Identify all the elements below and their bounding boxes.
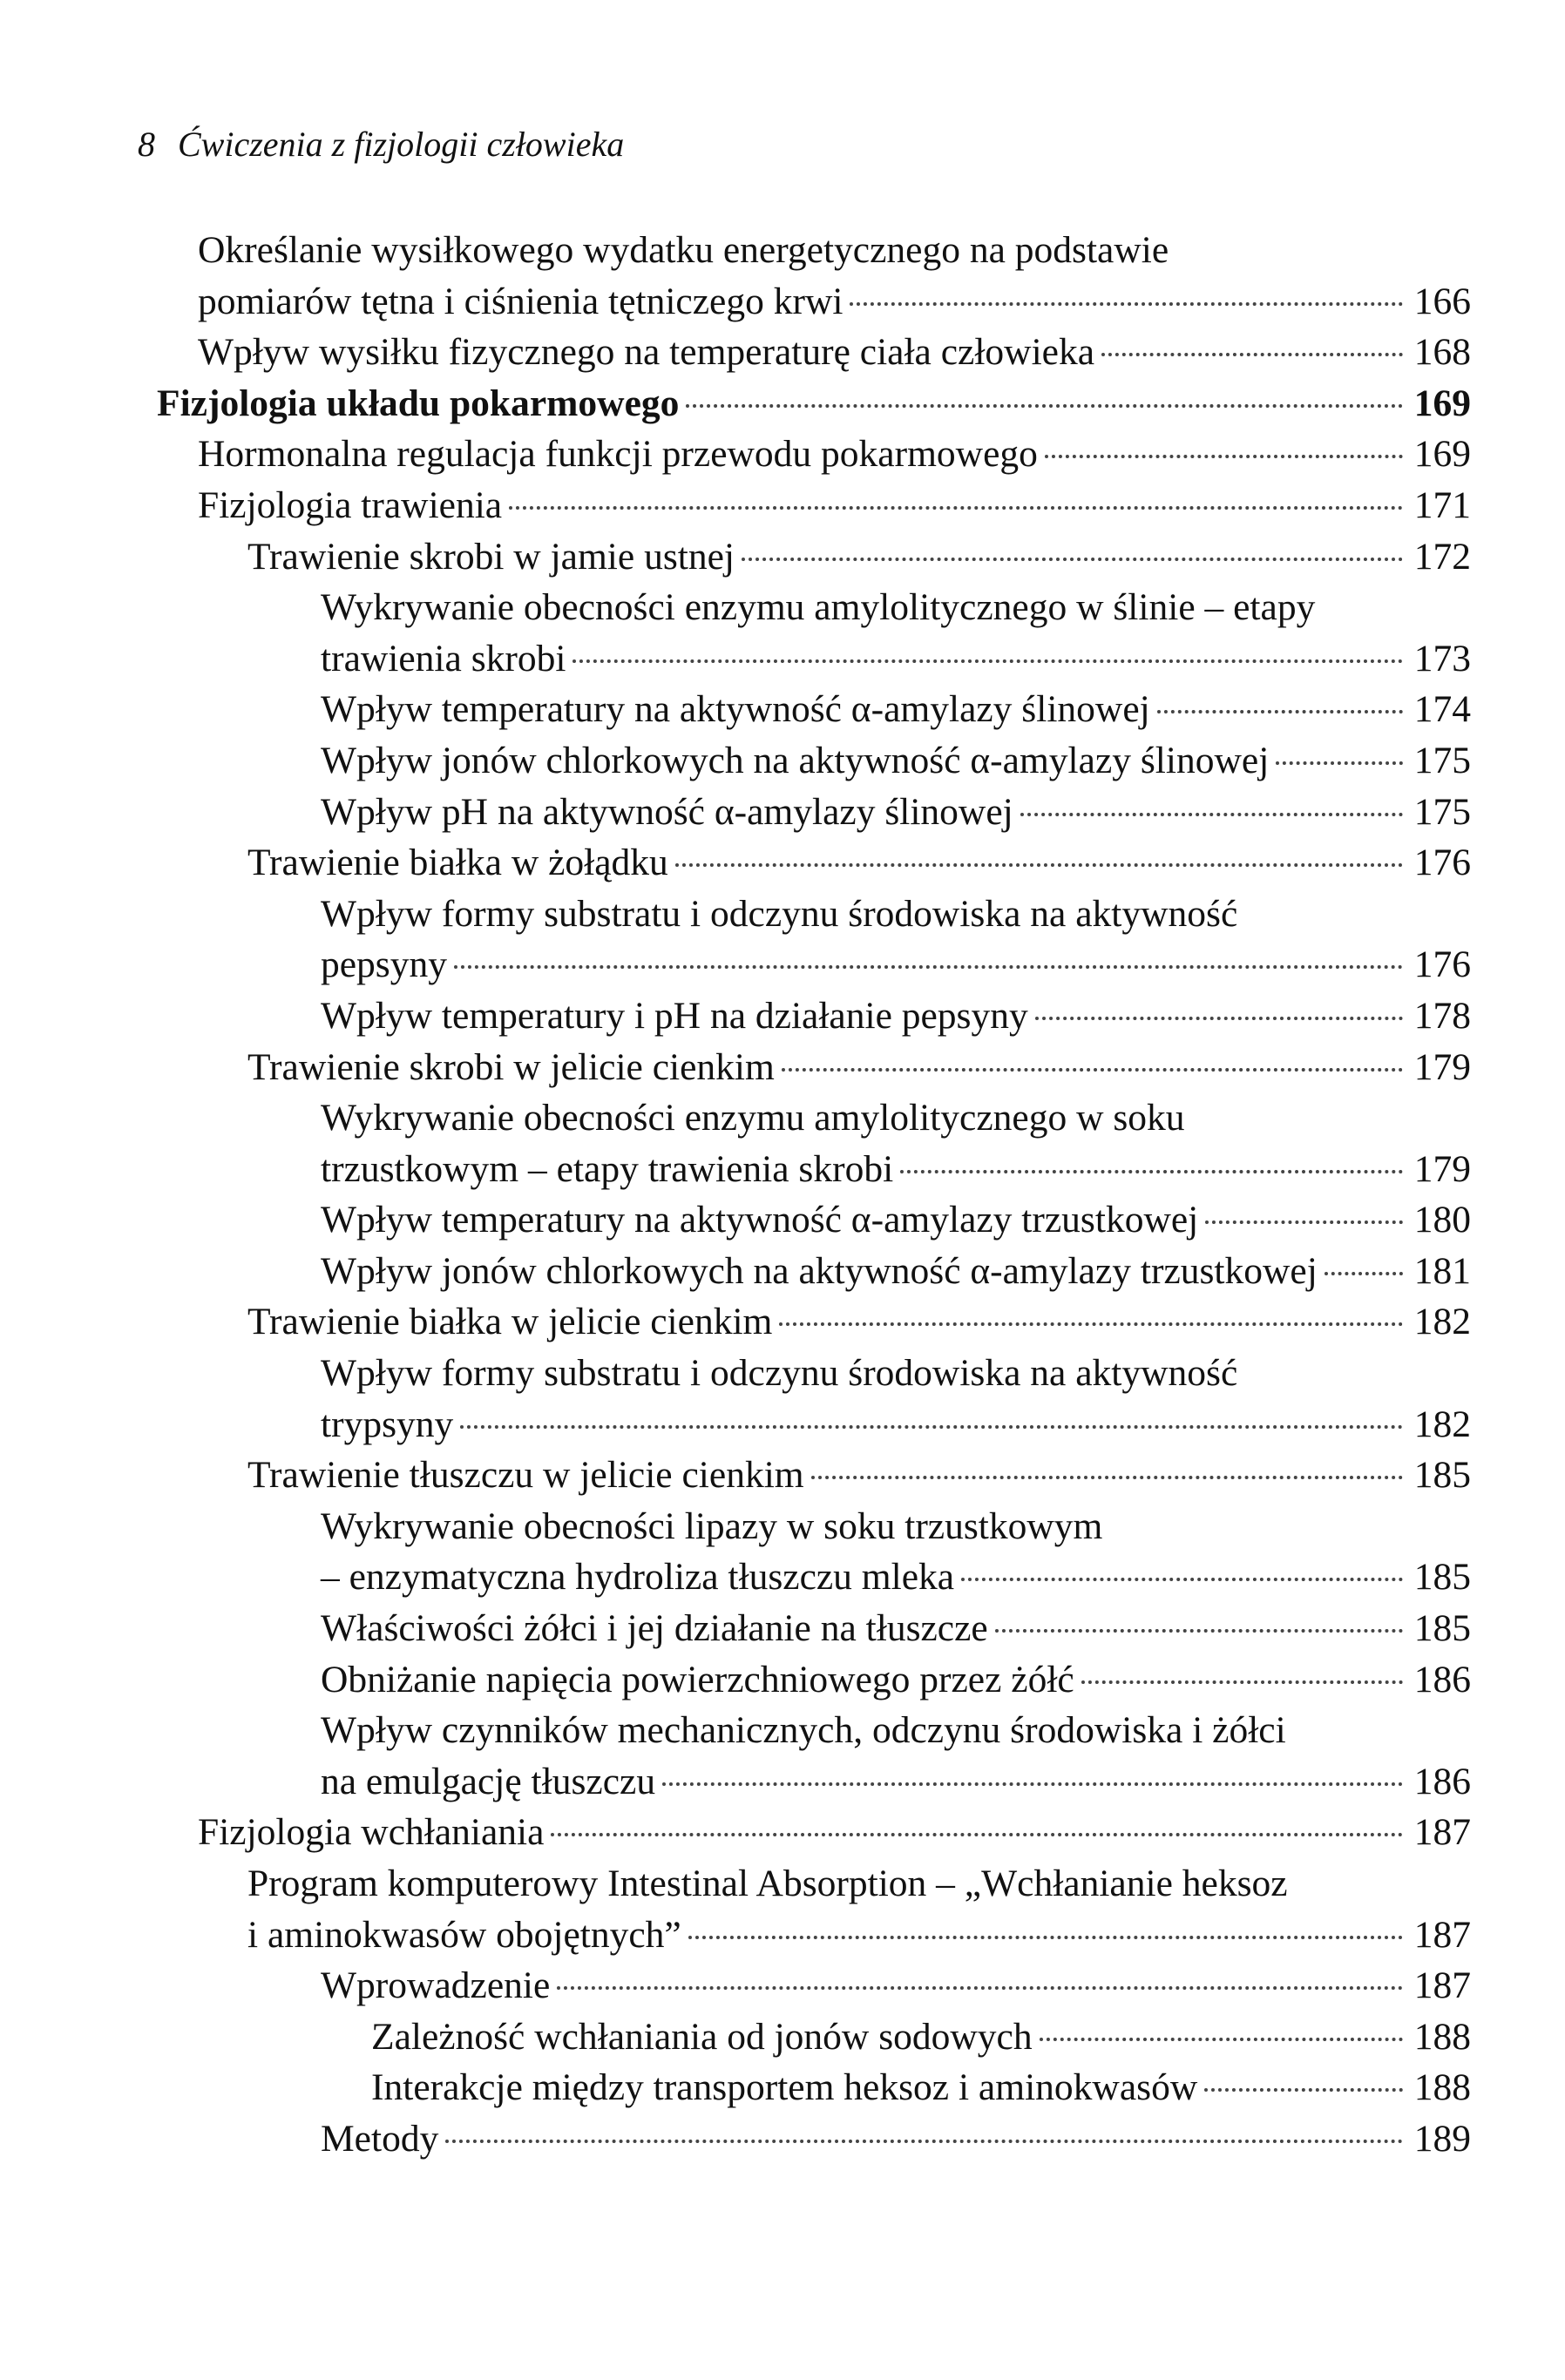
toc-entry-title: Wpływ jonów chlorkowych na aktywność α-amylazy ślinowej bbox=[321, 739, 1270, 781]
toc-entry-row bbox=[157, 480, 1471, 531]
toc-entry-title: Fizjologia wchłaniania bbox=[198, 1811, 545, 1854]
toc-entry[interactable] bbox=[157, 2012, 1471, 2063]
toc-entry[interactable] bbox=[157, 1654, 1471, 1706]
toc-entry[interactable] bbox=[157, 735, 1471, 787]
toc-entry-title: Właściwości żółci i jej działanie na tłuszcze bbox=[321, 1607, 988, 1650]
toc-entry-row bbox=[157, 1042, 1471, 1093]
toc-page-number: 186 bbox=[1413, 1658, 1471, 1700]
dot-leader bbox=[995, 1629, 1403, 1633]
dot-leader bbox=[445, 2140, 1403, 2143]
toc-page-number: 179 bbox=[1413, 1147, 1471, 1190]
toc-page-number: 172 bbox=[1413, 535, 1471, 578]
dot-leader bbox=[688, 1936, 1403, 1939]
book-title: Ćwiczenia z fizjologii człowieka bbox=[178, 125, 625, 164]
toc-entry[interactable] bbox=[157, 1450, 1471, 1501]
toc-entry-row bbox=[157, 1910, 1471, 1961]
toc-page-number: 185 bbox=[1413, 1607, 1471, 1650]
toc-entry[interactable] bbox=[157, 378, 1471, 429]
toc-entry-row bbox=[157, 1246, 1471, 1297]
toc-entry[interactable] bbox=[157, 1348, 1471, 1450]
dot-leader bbox=[900, 1170, 1403, 1173]
running-header bbox=[138, 124, 624, 165]
dot-leader bbox=[850, 302, 1403, 306]
toc-entry-title-line: Wpływ formy substratu i odczynu środowiska na aktywność bbox=[321, 1352, 1238, 1395]
toc-page-number: 187 bbox=[1413, 1811, 1471, 1854]
toc-page-number: 175 bbox=[1413, 739, 1471, 781]
table-of-contents bbox=[157, 225, 1471, 2165]
toc-page-number: 173 bbox=[1413, 637, 1471, 680]
toc-page-number: 171 bbox=[1413, 483, 1471, 526]
dot-leader bbox=[782, 1068, 1403, 1072]
dot-leader bbox=[1205, 1220, 1403, 1224]
toc-entry[interactable] bbox=[157, 531, 1471, 583]
toc-page-number: 169 bbox=[1413, 433, 1471, 476]
toc-entry-row bbox=[157, 1144, 1471, 1195]
toc-entry-row bbox=[157, 1450, 1471, 1501]
toc-entry[interactable] bbox=[157, 1858, 1471, 1960]
dot-leader bbox=[454, 965, 1403, 969]
dot-leader bbox=[1324, 1272, 1403, 1275]
toc-entry[interactable] bbox=[157, 684, 1471, 735]
toc-entry-row bbox=[157, 1960, 1471, 2012]
toc-entry[interactable] bbox=[157, 1960, 1471, 2012]
toc-entry-title: Trawienie skrobi w jelicie cienkim bbox=[247, 1045, 775, 1088]
toc-entry-title: Wpływ pH na aktywność α-amylazy ślinowej bbox=[321, 790, 1013, 833]
dot-leader bbox=[1045, 455, 1403, 458]
toc-entry-title: Interakcje między transportem heksoz i aminokwasów bbox=[371, 2066, 1198, 2109]
toc-entry[interactable] bbox=[157, 1296, 1471, 1348]
dot-leader bbox=[686, 404, 1403, 408]
toc-entry-title: – enzymatyczna hydroliza tłuszczu mleka bbox=[321, 1556, 955, 1599]
dot-leader bbox=[509, 506, 1403, 510]
toc-entry[interactable] bbox=[157, 2062, 1471, 2113]
toc-entry-title: Trawienie skrobi w jamie ustnej bbox=[247, 535, 735, 578]
dot-leader bbox=[675, 863, 1403, 867]
toc-entry-title-line: Wykrywanie obecności enzymu amylolitycznego w ślinie – etapy bbox=[321, 586, 1316, 629]
toc-page-number: 181 bbox=[1413, 1249, 1471, 1292]
toc-entry-row bbox=[157, 1552, 1471, 1603]
toc-entry[interactable] bbox=[157, 787, 1471, 838]
toc-entry-title: pomiarów tętna i ciśnienia tętniczego krwi bbox=[198, 280, 843, 322]
toc-page-number: 186 bbox=[1413, 1760, 1471, 1802]
dot-leader bbox=[1204, 2088, 1403, 2092]
toc-entry-title: Wpływ wysiłku fizycznego na temperaturę ciała człowieka bbox=[198, 331, 1095, 374]
toc-entry-row bbox=[157, 1654, 1471, 1706]
dot-leader bbox=[1101, 353, 1403, 356]
toc-page-number: 179 bbox=[1413, 1045, 1471, 1088]
dot-leader bbox=[811, 1476, 1403, 1479]
toc-entry-title: trawienia skrobi bbox=[321, 637, 566, 680]
toc-entry[interactable] bbox=[157, 582, 1471, 684]
dot-leader bbox=[1157, 710, 1403, 713]
toc-entry-row bbox=[157, 1296, 1471, 1348]
toc-entry-row bbox=[157, 2062, 1471, 2113]
toc-entry-title: Trawienie tłuszczu w jelicie cienkim bbox=[247, 1454, 804, 1497]
toc-entry-title-line: Program komputerowy Intestinal Absorption – „Wchłanianie heksoz bbox=[247, 1863, 1288, 1904]
dot-leader bbox=[1276, 761, 1403, 765]
toc-entry[interactable] bbox=[157, 1194, 1471, 1246]
toc-entry[interactable] bbox=[157, 1092, 1471, 1194]
toc-entry-title: Fizjologia układu pokarmowego bbox=[157, 382, 680, 424]
toc-page-number: 189 bbox=[1413, 2117, 1471, 2160]
page-number: 8 bbox=[138, 125, 155, 164]
toc-entry-title: Zależność wchłaniania od jonów sodowych bbox=[371, 2015, 1033, 2058]
toc-entry-title: Wprowadzenie bbox=[321, 1964, 551, 2007]
toc-entry-title: trypsyny bbox=[321, 1403, 454, 1445]
toc-entry-row bbox=[157, 327, 1471, 378]
toc-entry-title: Metody bbox=[321, 2117, 439, 2160]
toc-page-number: 187 bbox=[1413, 1964, 1471, 2007]
toc-entry-title-line: Określanie wysiłkowego wydatku energetycznego na podstawie bbox=[198, 229, 1169, 271]
toc-entry-title: Trawienie białka w żołądku bbox=[247, 842, 668, 884]
toc-entry-row bbox=[157, 1399, 1471, 1450]
toc-entry-title: na emulgację tłuszczu bbox=[321, 1760, 656, 1802]
toc-page-number: 188 bbox=[1413, 2066, 1471, 2109]
toc-entry-row bbox=[157, 991, 1471, 1042]
toc-entry-row bbox=[157, 429, 1471, 480]
toc-entry-title-line: Wykrywanie obecności lipazy w soku trzustkowym bbox=[321, 1504, 1103, 1547]
toc-page-number: 188 bbox=[1413, 2015, 1471, 2058]
toc-entry-row bbox=[157, 1603, 1471, 1654]
toc-entry-row bbox=[157, 531, 1471, 583]
toc-entry[interactable] bbox=[157, 1246, 1471, 1297]
toc-entry-row bbox=[157, 787, 1471, 838]
toc-page-number: 185 bbox=[1413, 1454, 1471, 1497]
dot-leader bbox=[662, 1782, 1403, 1786]
toc-entry[interactable] bbox=[157, 327, 1471, 378]
toc-page-number: 176 bbox=[1413, 943, 1471, 986]
toc-entry-title-line: Wpływ formy substratu i odczynu środowiska na aktywność bbox=[321, 892, 1238, 935]
toc-page-number: 169 bbox=[1413, 382, 1471, 424]
toc-entry-title: Wpływ temperatury na aktywność α-amylazy trzustkowej bbox=[321, 1199, 1199, 1241]
toc-entry[interactable] bbox=[157, 991, 1471, 1042]
toc-page-number: 178 bbox=[1413, 994, 1471, 1037]
toc-entry-title: Fizjologia trawienia bbox=[198, 483, 503, 526]
toc-entry-title: Trawienie białka w jelicie cienkim bbox=[247, 1301, 773, 1343]
toc-page-number: 182 bbox=[1413, 1403, 1471, 1445]
toc-entry-row bbox=[157, 2113, 1471, 2165]
toc-entry-title-line: Wpływ czynników mechanicznych, odczynu środowiska i żółci bbox=[321, 1709, 1286, 1752]
toc-entry[interactable] bbox=[157, 2113, 1471, 2165]
dot-leader bbox=[572, 659, 1403, 663]
toc-entry-row bbox=[157, 276, 1471, 328]
toc-entry[interactable] bbox=[157, 837, 1471, 889]
toc-entry-row bbox=[157, 837, 1471, 889]
toc-entry-title: Wpływ jonów chlorkowych na aktywność α-amylazy trzustkowej bbox=[321, 1249, 1318, 1292]
toc-entry[interactable] bbox=[157, 1501, 1471, 1603]
toc-page-number: 166 bbox=[1413, 280, 1471, 322]
toc-entry-title: Wpływ temperatury na aktywność α-amylazy ślinowej bbox=[321, 688, 1150, 731]
dot-leader bbox=[742, 558, 1403, 561]
dot-leader bbox=[779, 1322, 1403, 1326]
toc-entry-row bbox=[157, 684, 1471, 735]
toc-entry-title: pepsyny bbox=[321, 943, 447, 986]
toc-entry[interactable] bbox=[157, 889, 1471, 991]
toc-entry-title-line: Wykrywanie obecności enzymu amylolitycznego w soku bbox=[321, 1097, 1185, 1139]
toc-entry-title: Wpływ temperatury i pH na działanie pepsyny bbox=[321, 994, 1028, 1037]
toc-page-number: 187 bbox=[1413, 1913, 1471, 1956]
toc-page-number: 175 bbox=[1413, 790, 1471, 833]
toc-entry-title: trzustkowym – etapy trawienia skrobi bbox=[321, 1147, 894, 1190]
dot-leader bbox=[1040, 2038, 1403, 2041]
toc-entry-title: i aminokwasów obojętnych” bbox=[247, 1913, 681, 1956]
toc-entry-row bbox=[157, 378, 1471, 429]
toc-entry[interactable] bbox=[157, 480, 1471, 531]
toc-entry-row bbox=[157, 633, 1471, 685]
toc-page-number: 185 bbox=[1413, 1556, 1471, 1599]
dot-leader bbox=[1035, 1017, 1403, 1020]
toc-entry[interactable] bbox=[157, 1603, 1471, 1654]
toc-entry[interactable] bbox=[157, 429, 1471, 480]
toc-entry-row bbox=[157, 939, 1471, 991]
toc-entry-title: Hormonalna regulacja funkcji przewodu pokarmowego bbox=[198, 433, 1038, 476]
toc-page-number: 168 bbox=[1413, 331, 1471, 374]
toc-page-number: 182 bbox=[1413, 1301, 1471, 1343]
dot-leader bbox=[557, 1986, 1403, 1990]
dot-leader bbox=[1081, 1680, 1403, 1684]
toc-entry-row bbox=[157, 735, 1471, 787]
toc-entry[interactable] bbox=[157, 225, 1471, 327]
toc-page-number: 176 bbox=[1413, 842, 1471, 884]
toc-entry-title: Obniżanie napięcia powierzchniowego przez żółć bbox=[321, 1658, 1074, 1700]
toc-entry-row bbox=[157, 2012, 1471, 2063]
toc-entry-row bbox=[157, 1194, 1471, 1246]
dot-leader bbox=[460, 1425, 1403, 1429]
dot-leader bbox=[551, 1833, 1403, 1836]
dot-leader bbox=[1020, 813, 1403, 816]
toc-entry[interactable] bbox=[157, 1705, 1471, 1807]
toc-page-number: 180 bbox=[1413, 1199, 1471, 1241]
toc-entry-row bbox=[157, 1807, 1471, 1858]
toc-entry-row bbox=[157, 1756, 1471, 1808]
dot-leader bbox=[961, 1578, 1403, 1581]
toc-entry[interactable] bbox=[157, 1807, 1471, 1858]
toc-entry[interactable] bbox=[157, 1042, 1471, 1093]
toc-page-number: 174 bbox=[1413, 688, 1471, 731]
